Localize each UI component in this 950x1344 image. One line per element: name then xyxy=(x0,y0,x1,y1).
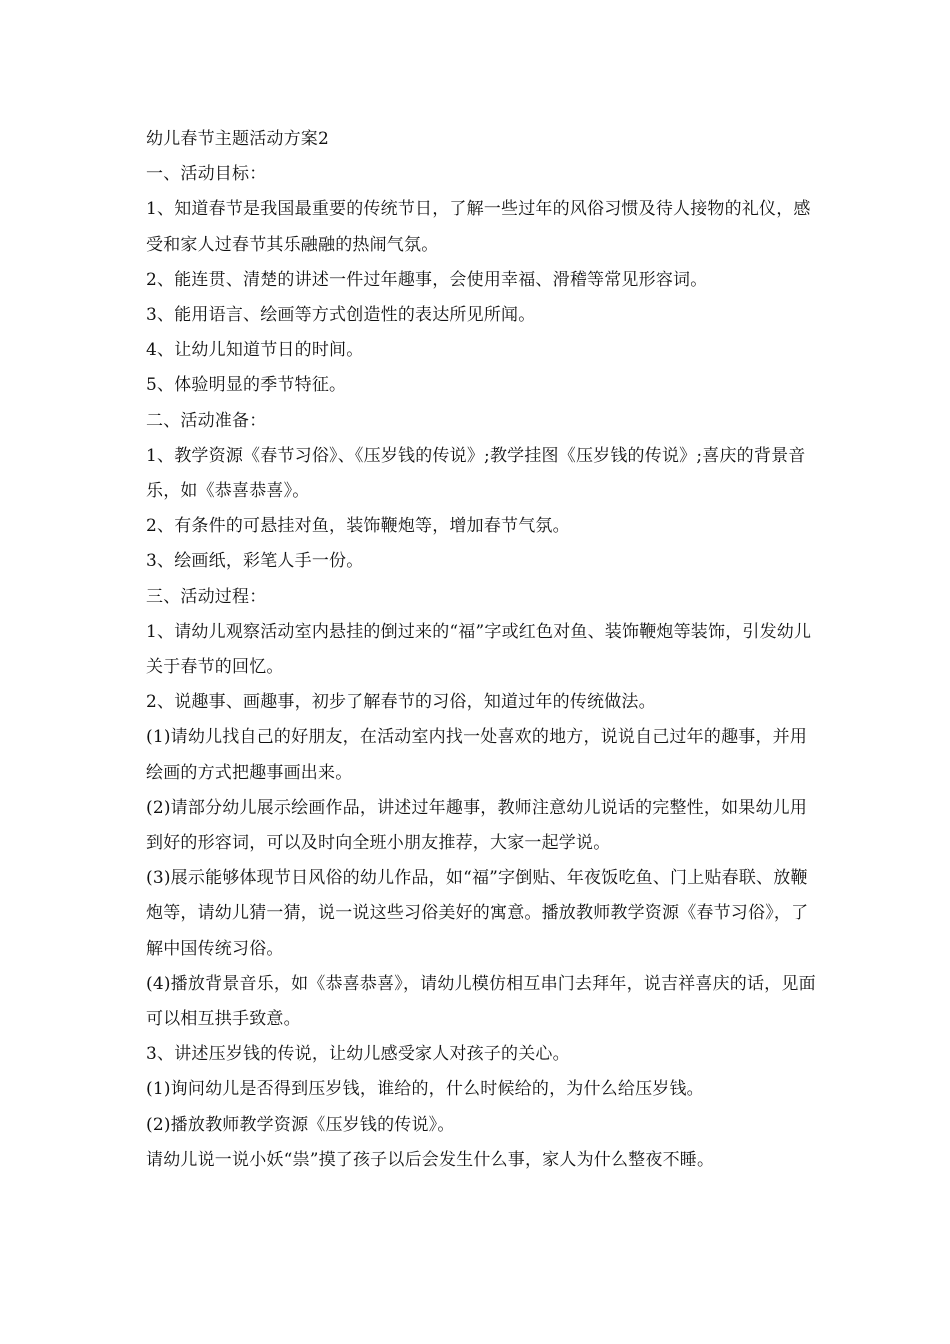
paragraph: (1)请幼儿找自己的好朋友，在活动室内找一处喜欢的地方，说说自己过年的趣事，并用绘画的方式把趣事画出来。 xyxy=(146,727,808,783)
paragraph: (2)请部分幼儿展示绘画作品，讲述过年趣事，教师注意幼儿说话的完整性，如果幼儿用到好的形容词，可以及时向全班小朋友推荐，大家一起学说。 xyxy=(146,797,808,854)
paragraph: 1、知道春节是我国最重要的传统节日，了解一些过年的风俗习惯及待人接物的礼仪，感受和家人过春节其乐融融的热闹气氛。 xyxy=(146,199,811,255)
paragraph: (4)播放背景音乐，如《恭喜恭喜》，请幼儿模仿相互串门去拜年，说吉祥喜庆的话，见面可以相互拱手致意。 xyxy=(146,973,816,1030)
paragraph: 5、体验明显的季节特征。 xyxy=(146,375,347,396)
paragraph: 3、讲述压岁钱的传说，让幼儿感受家人对孩子的关心。 xyxy=(146,1044,570,1065)
paragraph: 1、请幼儿观察活动室内悬挂的倒过来的“福”字或红色对鱼、装饰鞭炮等装饰，引发幼儿关于春节的回忆。 xyxy=(146,621,812,678)
paragraph: (2)播放教师教学资源《压岁钱的传说》。 xyxy=(146,1114,455,1135)
paragraph: 2、有条件的可悬挂对鱼，装饰鞭炮等，增加春节气氛。 xyxy=(146,516,570,537)
section-heading-goals: 一、活动目标： xyxy=(146,164,267,185)
paragraph: 2、说趣事、画趣事，初步了解春节的习俗，知道过年的传统做法。 xyxy=(146,692,656,713)
paragraph: (1)询问幼儿是否得到压岁钱，谁给的，什么时候给的，为什么给压岁钱。 xyxy=(146,1079,704,1100)
paragraph: 1、教学资源《春节习俗》、《压岁钱的传说》;教学挂图《压岁钱的传说》;喜庆的背景音乐，如《恭喜恭喜》。 xyxy=(146,445,806,502)
paragraph: 3、能用语言、绘画等方式创造性的表达所见所闻。 xyxy=(146,305,536,326)
paragraph: 3、绘画纸，彩笔人手一份。 xyxy=(146,551,364,572)
paragraph: 请幼儿说一说小妖“祟”摸了孩子以后会发生什么事，家人为什么整夜不睡。 xyxy=(146,1149,715,1170)
section-heading-preparation: 二、活动准备： xyxy=(146,410,267,431)
section-heading-process: 三、活动过程： xyxy=(146,586,267,607)
paragraph: (3)展示能够体现节日风俗的幼儿作品，如“福”字倒贴、年夜饭吃鱼、门上贴春联、放鞭炮等，请幼儿猜一猜，说一说这些习俗美好的寓意。播放教师教学资源《春节习俗》，了解中国传统习俗。 xyxy=(146,868,809,959)
paragraph: 4、让幼儿知道节日的时间。 xyxy=(146,340,364,361)
document-body xyxy=(146,122,816,1178)
paragraph: 2、能连贯、清楚的讲述一件过年趣事，会使用幸福、滑稽等常见形容词。 xyxy=(146,269,708,290)
document-title: 幼儿春节主题活动方案2 xyxy=(146,129,330,149)
